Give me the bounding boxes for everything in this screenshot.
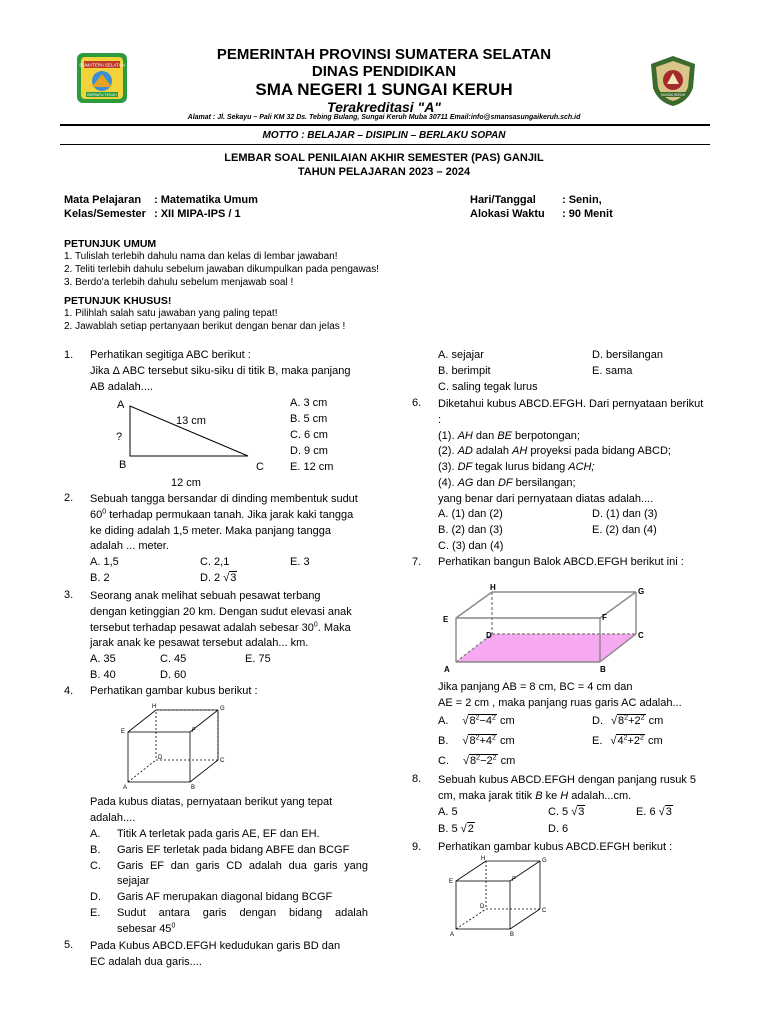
school-name: SMA NEGERI 1 SUNGAI KERUH — [255, 80, 513, 99]
svg-text:D: D — [486, 631, 492, 640]
q4-option-d[interactable]: D. Garis AF merupakan diagonal bidang BCGF — [90, 891, 333, 904]
svg-text:B: B — [600, 665, 606, 674]
q2-option-b[interactable]: B. 2 — [90, 572, 110, 584]
q1-text: Perhatikan segitiga ABC berikut : — [90, 349, 251, 361]
svg-text:BERSATU TEGUH: BERSATU TEGUH — [87, 93, 117, 97]
general-item: 2. Teliti terlebih dahulu sebelum jawaban dikumpulkan pada pengawas! — [64, 264, 380, 275]
svg-text:B: B — [191, 785, 196, 790]
general-item: 1. Tulislah terlebih dahulu nama dan kelas di lembar jawaban! — [64, 251, 338, 262]
general-item: 3. Berdo'a terlebih dahulu sebelum menjawab soal ! — [64, 277, 294, 288]
q7-given-1: Jika panjang AB = 8 cm, BC = 4 cm dan — [438, 681, 633, 693]
q1-number: 1. — [64, 349, 74, 361]
svg-text:A: A — [117, 399, 125, 411]
q8-option-a[interactable]: A. 5 — [438, 806, 458, 818]
q1-option-c[interactable]: C. 6 cm — [290, 429, 328, 441]
time-value: : 90 Menit — [562, 208, 613, 220]
svg-text:F: F — [192, 728, 196, 734]
svg-text:SUNGAI KERUH: SUNGAI KERUH — [660, 93, 686, 97]
svg-text:H: H — [152, 704, 157, 710]
day-label: Hari/Tanggal — [470, 194, 536, 206]
q6-number: 6. — [412, 397, 422, 409]
day-value: : Senin, — [562, 194, 602, 206]
svg-text:G: G — [638, 587, 645, 596]
accreditation: Terakreditasi "A" — [327, 99, 441, 115]
q8-option-e[interactable]: E. 6 √3 — [636, 806, 672, 818]
q9-text: Perhatikan gambar kubus ABCD.EFGH berikut : — [438, 841, 673, 853]
special-item: 1. Pilihlah salah satu jawaban yang paling tepat! — [64, 308, 278, 319]
general-heading: PETUNJUK UMUM — [64, 238, 157, 250]
q1-text: AB adalah.... — [90, 381, 153, 393]
q7-given-2: AE = 2 cm , maka panjang ruas garis AC adalah... — [438, 697, 682, 709]
q7-number: 7. — [412, 556, 422, 568]
exam-year: TAHUN PELAJARAN 2023 – 2024 — [297, 166, 471, 178]
q6-option-b[interactable]: B. (2) dan (3) — [438, 524, 503, 536]
svg-text:E: E — [449, 879, 454, 885]
header-rule-top — [60, 124, 710, 126]
q5-number: 5. — [64, 939, 74, 951]
q2-option-e[interactable]: E. 3 — [290, 556, 310, 568]
svg-text:?: ? — [116, 431, 123, 443]
school-address: Alamat : Jl. Sekayu – Pali KM 32 Ds. Tebing Bulang, Sungai Keruh Muba 30711 Email:info@smansasungaikeruh.sch.id — [187, 114, 581, 121]
svg-text:H: H — [490, 583, 496, 592]
svg-text:13 cm: 13 cm — [176, 415, 206, 427]
motto: MOTTO : BELAJAR – DISIPLIN – BERLAKU SOPAN — [262, 130, 506, 141]
q4-cube-figure — [118, 702, 230, 790]
q4-number: 4. — [64, 685, 74, 697]
q7-base-face — [456, 634, 636, 662]
svg-text:C: C — [542, 908, 547, 914]
q1-text: Jika Δ ABC tersebut siku-siku di titik B, maka panjang — [90, 365, 351, 377]
q3-text: Seorang anak melihat sebuah pesawat terbang dengan ketinggian 20 km. Dengan sudut elevasi anak tersebut terhadap pesawat adalah sebesar $30^0$. Maka jarak anak ke pesawat tersebut adalah... km. — [90, 590, 352, 650]
subject-value: : Matematika Umum — [154, 194, 258, 206]
q6-text: Diketahui kubus ABCD.EFGH. Dari pernyataan berikut : (1). AH dan BE berpotongan; (2). AD adalah AH proyeksi pada bidang ABCD; (3). DF tegak lurus bidang ACH; (4). AG dan DF bersilangan; yang benar dari pernyataan diatas adalah.... — [438, 398, 704, 505]
q6-option-c[interactable]: C. (3) dan (4) — [438, 540, 504, 552]
svg-text:A: A — [444, 665, 450, 674]
q4-option-c-cont: sejajar — [117, 875, 150, 888]
q8-text: Sebuah kubus ABCD.EFGH dengan panjang rusuk 5 cm, maka jarak titik B ke H adalah...cm. — [438, 774, 697, 802]
subject-label: Mata Pelajaran — [64, 194, 142, 206]
svg-text:H: H — [481, 856, 486, 862]
q6-option-e[interactable]: E. (2) dan (4) — [592, 524, 657, 536]
q7-cuboid-figure — [440, 582, 652, 674]
q7-option-e[interactable]: E. $√4^2+2^2$ cm — [592, 734, 663, 747]
svg-text:G: G — [220, 706, 225, 712]
q2-option-a[interactable]: A. 1,5 — [90, 556, 119, 568]
q5-option-a[interactable]: A. sejajar — [438, 349, 484, 361]
q4-option-a[interactable]: A. Titik A terletak pada garis AE, EF dan EH. — [90, 828, 320, 840]
q2-number: 2. — [64, 492, 74, 504]
q4-option-e-cont: sebesar $45^0$ — [117, 922, 176, 935]
q4-stem: Pada kubus diatas, pernyataan berikut yang tepat adalah.... — [90, 796, 333, 824]
svg-text:C: C — [638, 631, 644, 640]
q8-option-d[interactable]: D. 6 — [548, 823, 569, 835]
svg-text:A: A — [450, 932, 455, 937]
q4-text: Perhatikan gambar kubus berikut : — [90, 685, 258, 697]
svg-text:12 cm: 12 cm — [171, 477, 201, 488]
dept-line: DINAS PENDIDIKAN — [311, 63, 457, 80]
svg-text:E: E — [121, 729, 126, 735]
q4-option-c[interactable]: C. Garis EF dan garis CD adalah dua garis yang — [90, 859, 368, 872]
q5-option-e[interactable]: E. sama — [592, 365, 633, 377]
q3-option-b[interactable]: B. 40 — [90, 669, 116, 681]
special-item: 2. Jawablah setiap pertanyaan berikut dengan benar dan jelas ! — [64, 321, 346, 332]
exam-title: LEMBAR SOAL PENILAIAN AKHIR SEMESTER (PAS) GANJIL — [224, 152, 544, 164]
q7-option-c[interactable]: C. $√8^2-2^2$ cm — [438, 754, 516, 767]
q4-options — [90, 827, 368, 938]
svg-text:B: B — [119, 459, 127, 471]
q7-option-b[interactable]: B. $√8^2+4^2$ cm — [438, 734, 515, 747]
q3-option-a[interactable]: A. 35 — [90, 653, 116, 665]
svg-text:B: B — [510, 932, 515, 937]
q5-option-c[interactable]: C. saling tegak lurus — [438, 381, 538, 393]
header-rule-bottom — [60, 144, 710, 145]
q3-option-c[interactable]: C. 45 — [160, 653, 187, 665]
svg-text:C: C — [256, 461, 264, 473]
q7-option-d[interactable]: D. $√8^2+2^2$ cm — [592, 714, 664, 727]
time-label: Alokasi Waktu — [470, 208, 545, 220]
svg-text:C: C — [220, 758, 225, 764]
svg-text:G: G — [542, 858, 547, 864]
q9-cube-figure — [446, 855, 558, 937]
class-label: Kelas/Semester — [64, 208, 146, 220]
q2-option-c[interactable]: C. 2,1 — [200, 556, 230, 568]
class-value: : XII MIPA-IPS / 1 — [154, 208, 241, 220]
q3-option-e[interactable]: E. 75 — [245, 653, 271, 665]
q1-option-e[interactable]: E. 12 cm — [290, 461, 334, 473]
q7-option-a[interactable]: A. $√8^2-4^2$ cm — [438, 714, 515, 727]
q4-option-b[interactable]: B. Garis EF terletak pada bidang ABFE dan BCGF — [90, 843, 350, 856]
q1-option-a[interactable]: A. 3 cm — [290, 397, 328, 409]
q2-option-d[interactable]: D. 2 √3 — [200, 572, 237, 584]
q6-option-d[interactable]: D. (1) dan (3) — [592, 508, 658, 520]
q1-option-d[interactable]: D. 9 cm — [290, 445, 328, 457]
q6-option-a[interactable]: A. (1) dan (2) — [438, 508, 503, 520]
svg-text:D: D — [158, 755, 163, 761]
svg-text:D: D — [480, 904, 485, 910]
svg-text:F: F — [602, 613, 607, 622]
special-heading: PETUNJUK KHUSUS! — [64, 295, 172, 307]
q9-number: 9. — [412, 841, 422, 853]
svg-text:SUMATERA SELATAN: SUMATERA SELATAN — [79, 62, 125, 68]
q7-text: Perhatikan bangun Balok ABCD.EFGH berikut ini : — [438, 556, 684, 568]
q4-option-e[interactable]: E. Sudut antara garis dengan bidang adalah — [90, 906, 368, 919]
q3-number: 3. — [64, 589, 74, 601]
q8-number: 8. — [412, 773, 422, 785]
q1-option-b[interactable]: B. 5 cm — [290, 413, 328, 425]
q3-option-d[interactable]: D. 60 — [160, 669, 187, 681]
q5-text: Pada Kubus ABCD.EFGH kedudukan garis BD dan EC adalah dua garis.... — [90, 940, 341, 968]
q1-triangle-figure — [108, 396, 268, 488]
q8-option-b[interactable]: B. 5 √2 — [438, 823, 474, 835]
svg-text:A: A — [123, 785, 128, 790]
q5-option-d[interactable]: D. bersilangan — [592, 349, 663, 361]
q5-option-b[interactable]: B. berimpit — [438, 365, 491, 377]
q2-text: Sebuah tangga bersandar di dinding membentuk sudut $60^0$ terhadap permukaan tanah. Jika jarak kaki tangga ke diding adalah 1,5 meter. Maka panjang tangga adalah ... meter. — [90, 493, 358, 553]
svg-text:E: E — [443, 615, 449, 624]
svg-text:F: F — [512, 877, 516, 883]
gov-line: PEMERINTAH PROVINSI SUMATERA SELATAN — [216, 46, 552, 63]
q8-option-c[interactable]: C. 5 √3 — [548, 806, 585, 818]
